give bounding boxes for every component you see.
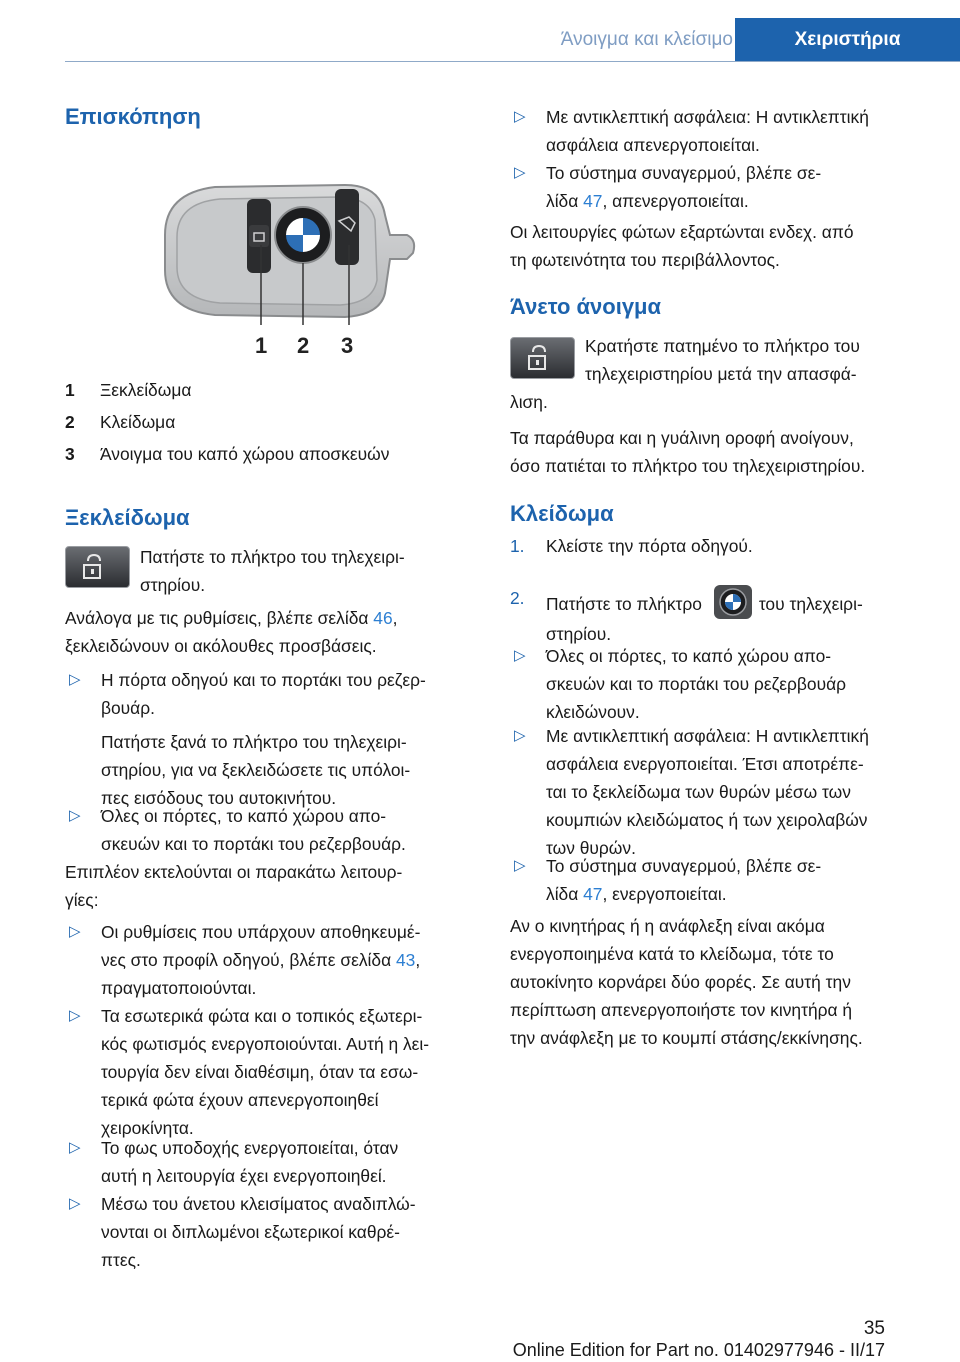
step-item: 2. Πατήστε το πλήκτρο του τηλεχειρι- στηρίου. <box>510 584 930 648</box>
list-item: ▷ Το σύστημα συναγερμού, βλέπε σε- λίδα 47, ενεργοποιείται. <box>510 852 930 908</box>
list-item: ▷ Η πόρτα οδηγού και το πορτάκι του ρεζερ- βουάρ. Πατήστε ξανά το πλήκτρο του τηλεχειρι- στηρίου, για να ξεκλειδώσετε τις υπόλοι- πες εισόδους του αυτοκινήτου. <box>65 666 485 812</box>
bullet-icon: ▷ <box>514 108 526 125</box>
page-number: 35 <box>863 1318 885 1339</box>
list-item: ▷ Μέσω του άνετου κλεισίματος αναδιπλώ- νονται οι διπλωμένοι εξωτερικοί καθρέ- πτες. <box>65 1190 485 1274</box>
bullet-icon: ▷ <box>69 1139 81 1156</box>
list-item: ▷ Με αντικλεπτική ασφάλεια: Η αντικλεπτική ασφάλεια απενεργοποιείται. <box>510 103 930 159</box>
unlock-key-icon <box>510 337 575 379</box>
bullet-icon: ▷ <box>69 923 81 940</box>
page-link[interactable]: 47 <box>583 884 603 904</box>
lock-heading: Κλείδωμα <box>510 501 614 526</box>
text-line: αυτοκίνητο κορνάρει δύο φορές. Σε αυτή την <box>510 972 851 992</box>
step-item: 1. Κλείστε την πόρτα οδηγού. <box>510 536 753 556</box>
bullet-icon: ▷ <box>69 671 81 688</box>
figure-label-1: 1 <box>255 333 268 358</box>
text-line: όσο πατιέται το πλήκτρο του τηλεχειριστηρίου. <box>510 456 866 476</box>
edition-note: Online Edition for Part no. 01402977946 - II/17 <box>512 1340 885 1360</box>
bullet-icon: ▷ <box>514 727 526 744</box>
figure-label-3: 3 <box>341 333 354 358</box>
list-item: ▷ Με αντικλεπτική ασφάλεια: Η αντικλεπτική ασφάλεια ενεργοποιείται. Έτσι αποτρέπε- ται το ξεκλείδωμα των θυρών μέσω των κουμπιών κλειδώματος ή των χειρολαβών των θυρών. <box>510 722 930 862</box>
text-line: Τα παράθυρα και η γυάλινη οροφή ανοίγουν, <box>510 428 854 448</box>
page-link[interactable]: 43 <box>395 950 416 970</box>
header-rule <box>65 61 960 62</box>
list-item: ▷ Τα εσωτερικά φώτα και ο τοπικός εξωτερι- κός φωτισμός ενεργοποιούνται. Αυτή η λει- τουργία δεν είναι διαθέσιμη, όταν τα εσω- τερικά φώτα έχουν απενεργοποιηθεί χειροκίνητα. <box>65 1002 485 1142</box>
text-line: περίπτωση απενεργοποιήστε τον κινητήρα ή <box>510 1000 853 1020</box>
page-header <box>65 18 960 62</box>
list-item: ▷ Οι ρυθμίσεις που υπάρχουν αποθηκευμέ- νες στο προφίλ οδηγού, βλέπε σελίδα 43, πραγματοποιούνται. <box>65 918 485 1002</box>
figure-label-2: 2 <box>297 333 310 358</box>
text-line: τηλεχειριστηρίου μετά την απασφά- <box>585 364 857 384</box>
text-line: ενεργοποιημένα κατά το κλείδωμα, τότε το <box>510 944 834 964</box>
page-link[interactable]: 47 <box>583 191 603 211</box>
text-line: γίες: <box>65 890 99 910</box>
text-line: Κρατήστε πατημένο το πλήκτρο του <box>585 336 860 356</box>
list-item: ▷ Όλες οι πόρτες, το καπό χώρου απο- σκευών και το πορτάκι του ρεζερβουάρ. <box>65 802 485 858</box>
bmw-logo-icon <box>275 207 331 263</box>
list-item: ▷ Το φως υποδοχής ενεργοποιείται, όταν αυτή η λειτουργία έχει ενεργοποιηθεί. <box>65 1134 485 1190</box>
bullet-icon: ▷ <box>69 1007 81 1024</box>
comfort-heading: Άνετο άνοιγμα <box>510 294 662 319</box>
text-line: Επιπλέον εκτελούνται οι παρακάτω λειτουρ- <box>65 862 403 882</box>
section-title: Άνοιγμα και κλείσιμο <box>560 29 733 50</box>
bullet-icon: ▷ <box>514 857 526 874</box>
chapter-tab: Χειριστήρια <box>735 18 960 62</box>
text-line: Ανάλογα με τις ρυθμίσεις, βλέπε σελίδα 46, <box>65 608 398 628</box>
text-line: την ανάφλεξη με το κουμπί στάσης/εκκίνησης. <box>510 1028 863 1048</box>
list-item: ▷ Το σύστημα συναγερμού, βλέπε σε- λίδα 47, απενεργοποιείται. <box>510 159 930 215</box>
overview-heading: Επισκόπηση <box>65 104 201 129</box>
unlock-heading: Ξεκλείδωμα <box>65 505 190 530</box>
text-line: Πατήστε το πλήκτρο του τηλεχειρι- <box>140 547 405 567</box>
bmw-logo-icon <box>713 584 753 620</box>
text-line: στηρίου. <box>140 575 206 595</box>
unlock-key-icon <box>65 546 130 588</box>
key-fob-figure <box>145 175 425 365</box>
bullet-icon: ▷ <box>514 647 526 664</box>
text-line: Οι λειτουργίες φώτων εξαρτώνται ενδεχ. από <box>510 222 854 242</box>
text-line: λιση. <box>510 392 548 412</box>
unlock-button-icon <box>249 225 269 247</box>
text-line: τη φωτεινότητα του περιβάλλοντος. <box>510 250 780 270</box>
list-item: ▷ Όλες οι πόρτες, το καπό χώρου απο- σκευών και το πορτάκι του ρεζερβουάρ κλειδώνουν. <box>510 642 930 726</box>
bullet-icon: ▷ <box>69 1195 81 1212</box>
text-line: ξεκλειδώνουν οι ακόλουθες προσβάσεις. <box>65 636 377 656</box>
page-link[interactable]: 46 <box>373 608 393 628</box>
bullet-icon: ▷ <box>69 807 81 824</box>
bullet-icon: ▷ <box>514 164 526 181</box>
text-line: Αν ο κινητήρας ή η ανάφλεξη είναι ακόμα <box>510 916 825 936</box>
